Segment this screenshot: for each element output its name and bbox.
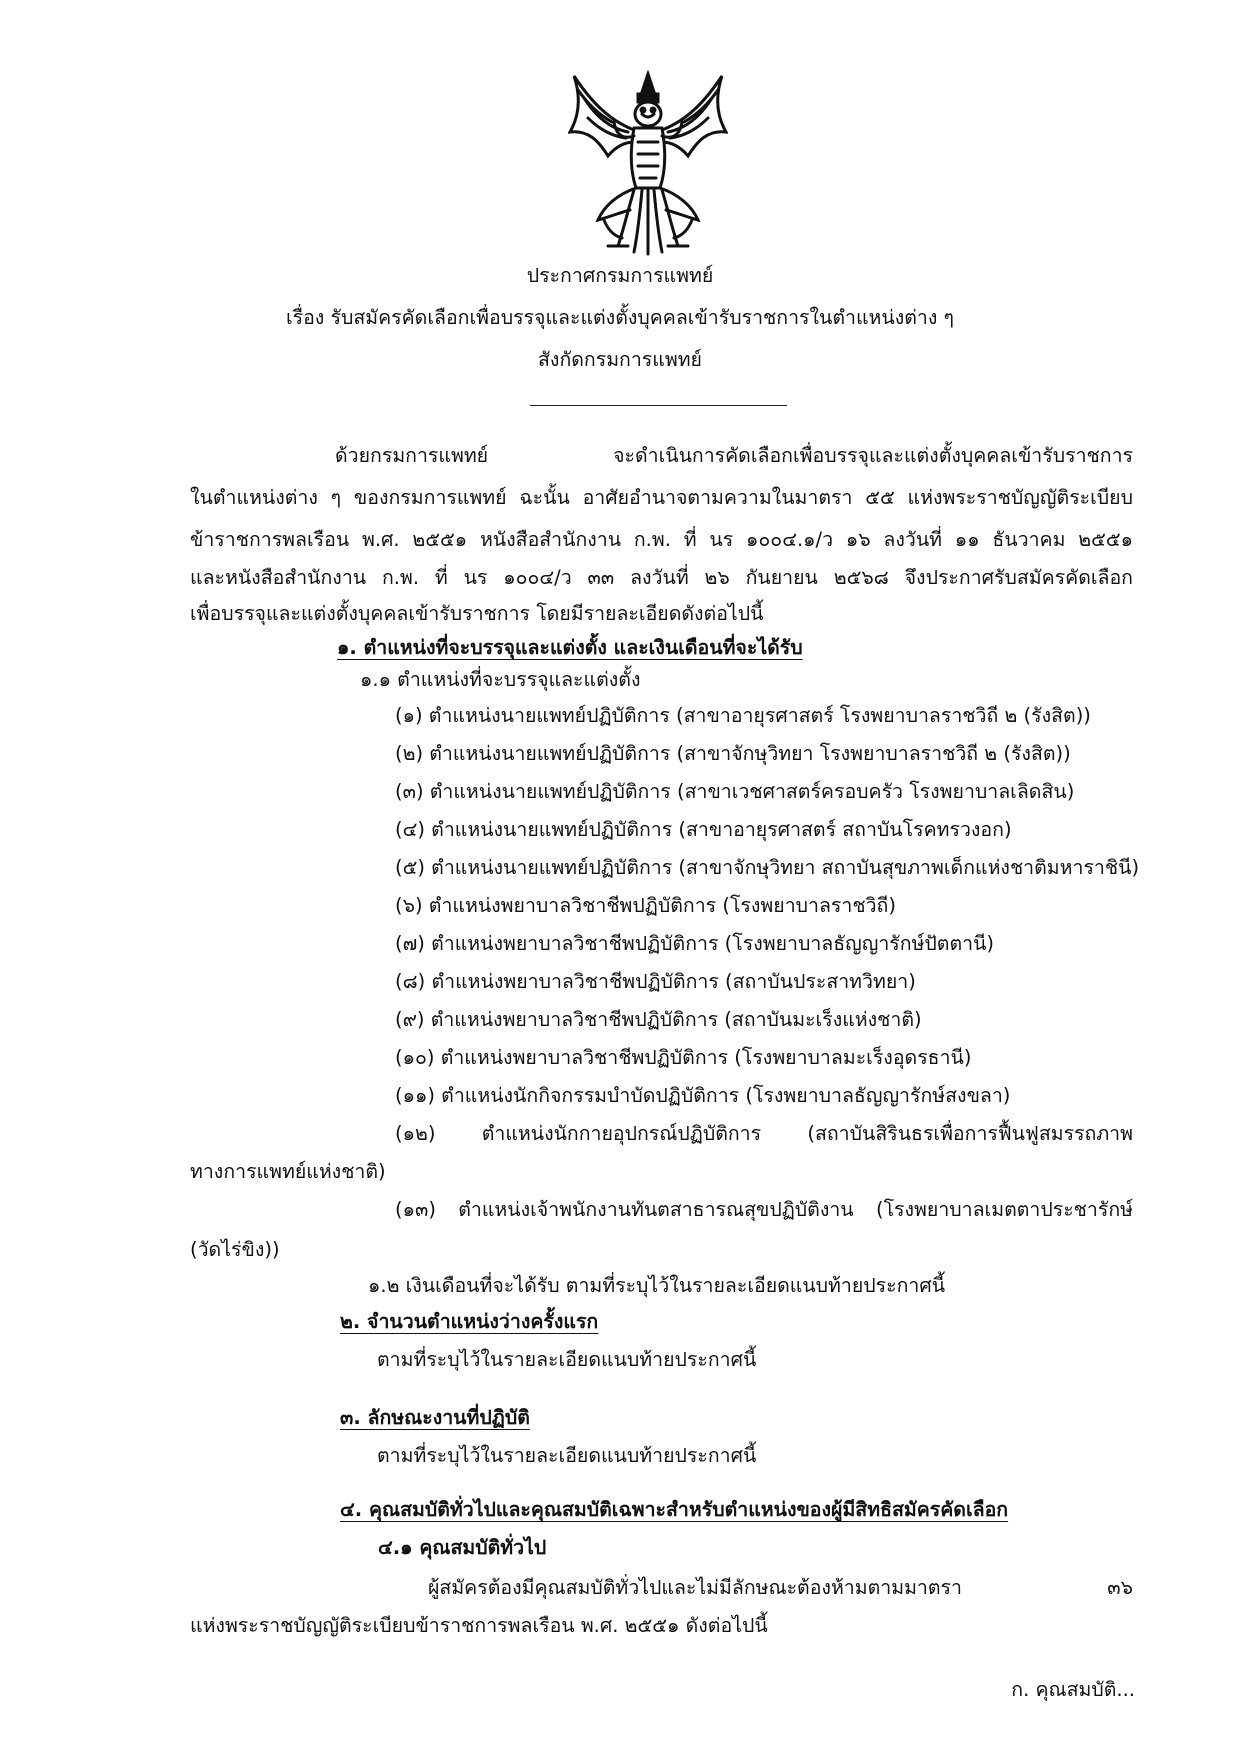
position-item: (๑๑) ตำแหน่งนักกิจกรรมบำบัดปฏิบัติการ (โรงพยาบาลธัญญารักษ์สงขลา) <box>395 1084 1011 1107</box>
section1-sub1: ๑.๑ ตำแหน่งที่จะบรรจุและแต่งตั้ง <box>360 668 641 691</box>
section4-text1: ผู้สมัครต้องมีคุณสมบัติทั่วไปและไม่มีลักษณะต้องห้ามตามมาตรา ๓๖ <box>428 1576 1133 1599</box>
position-item: (๕) ตำแหน่งนายแพทย์ปฏิบัติการ (สาขาจักษุวิทยา สถาบันสุขภาพเด็กแห่งชาติมหาราชินี) <box>395 856 1140 879</box>
position-item: (๔) ตำแหน่งนายแพทย์ปฏิบัติการ (สาขาอายุรศาสตร์ สถาบันโรคทรวงอก) <box>395 818 1012 841</box>
section1-heading: ๑. ตำแหน่งที่จะบรรจุและแต่งตั้ง และเงินเดือนที่จะได้รับ <box>337 636 803 659</box>
position-item: (๙) ตำแหน่งพยาบาลวิชาชีพปฏิบัติการ (สถาบันมะเร็งแห่งชาติ) <box>395 1008 922 1031</box>
section4-text2: แห่งพระราชบัญญัติระเบียบข้าราชการพลเรือน พ.ศ. ๒๕๕๑ ดังต่อไปนี้ <box>190 1614 768 1637</box>
intro-line-4: และหนังสือสำนักงาน ก.พ. ที่ นร ๑๐๐๔/ว ๓๓ ลงวันที่ ๒๖ กันยายน ๒๕๖๘ จึงประกาศรับสมัครคัดเลือก <box>190 566 1133 589</box>
position-item: (๘) ตำแหน่งพยาบาลวิชาชีพปฏิบัติการ (สถาบันประสาทวิทยา) <box>395 970 916 993</box>
section4-sub1: ๔.๑ คุณสมบัติทั่วไป <box>378 1536 547 1559</box>
intro-line-2: ในตำแหน่งต่าง ๆ ของกรมการแพทย์ ฉะนั้น อาศัยอำนาจตามความในมาตรา ๕๕ แห่งพระราชบัญญัติระเบียบ <box>190 486 1133 509</box>
garuda-emblem-icon <box>568 70 728 258</box>
position-item-13: (๑๓) ตำแหน่งเจ้าพนักงานทันตสาธารณสุขปฏิบัติงาน (โรงพยาบาลเมตตาประชารักษ์ <box>395 1198 1133 1221</box>
position-item: (๑) ตำแหน่งนายแพทย์ปฏิบัติการ (สาขาอายุรศาสตร์ โรงพยาบาลราชวิถี ๒ (รังสิต)) <box>395 704 1091 727</box>
position-item: (๓) ตำแหน่งนายแพทย์ปฏิบัติการ (สาขาเวชศาสตร์ครอบครัว โรงพยาบาลเลิดสิน) <box>395 780 1075 803</box>
section3-text: ตามที่ระบุไว้ในรายละเอียดแนบท้ายประกาศนี้ <box>377 1444 757 1467</box>
announcement-subject: เรื่อง รับสมัครคัดเลือกเพื่อบรรจุและแต่งตั้งบุคคลเข้ารับราชการในตำแหน่งต่าง ๆ <box>285 306 955 329</box>
position-item-12: (๑๒) ตำแหน่งนักกายอุปกรณ์ปฏิบัติการ (สถาบันสิรินธรเพื่อการฟื้นฟูสมรรถภาพ <box>395 1122 1133 1145</box>
announcement-title: ประกาศกรมการแพทย์ <box>526 264 714 287</box>
position-item: (๑๐) ตำแหน่งพยาบาลวิชาชีพปฏิบัติการ (โรงพยาบาลมะเร็งอุดรธานี) <box>395 1046 972 1069</box>
section2-text: ตามที่ระบุไว้ในรายละเอียดแนบท้ายประกาศนี้ <box>377 1348 757 1371</box>
section3-heading: ๓. ลักษณะงานที่ปฏิบัติ <box>340 1406 530 1429</box>
position-item-12-cont: ทางการแพทย์แห่งชาติ) <box>190 1160 386 1183</box>
position-item: (๖) ตำแหน่งพยาบาลวิชาชีพปฏิบัติการ (โรงพยาบาลราชวิถี) <box>395 894 896 917</box>
intro-line-3: ข้าราชการพลเรือน พ.ศ. ๒๕๕๑ หนังสือสำนักงาน ก.พ. ที่ นร ๑๐๐๔.๑/ว ๑๖ ลงวันที่ ๑๑ ธันวาคม ๒๕๕๑ <box>190 528 1133 551</box>
position-item: (๗) ตำแหน่งพยาบาลวิชาชีพปฏิบัติการ (โรงพยาบาลธัญญารักษ์ปัตตานี) <box>395 932 995 955</box>
intro-line-5: เพื่อบรรจุและแต่งตั้งบุคคลเข้ารับราชการ โดยมีรายละเอียดดังต่อไปนี้ <box>190 602 764 625</box>
intro-line-1: ด้วยกรมการแพทย์ จะดำเนินการคัดเลือกเพื่อบรรจุและแต่งตั้งบุคคลเข้ารับราชการ <box>335 444 1133 467</box>
continued-marker: ก. คุณสมบัติ... <box>1011 1678 1135 1701</box>
position-item-13-cont: (วัดไร่ขิง)) <box>190 1238 280 1261</box>
position-item: (๒) ตำแหน่งนายแพทย์ปฏิบัติการ (สาขาจักษุวิทยา โรงพยาบาลราชวิถี ๒ (รังสิต)) <box>395 742 1071 765</box>
section2-heading: ๒. จำนวนตำแหน่งว่างครั้งแรก <box>340 1310 599 1333</box>
title-divider <box>530 405 787 406</box>
section4-heading: ๔. คุณสมบัติทั่วไปและคุณสมบัติเฉพาะสำหรับตำแหน่งของผู้มีสิทธิสมัครคัดเลือก <box>340 1498 1009 1521</box>
section1-sub2: ๑.๒ เงินเดือนที่จะได้รับ ตามที่ระบุไว้ในรายละเอียดแนบท้ายประกาศนี้ <box>368 1274 946 1297</box>
announcement-subject-line2: สังกัดกรมการแพทย์ <box>538 348 702 371</box>
